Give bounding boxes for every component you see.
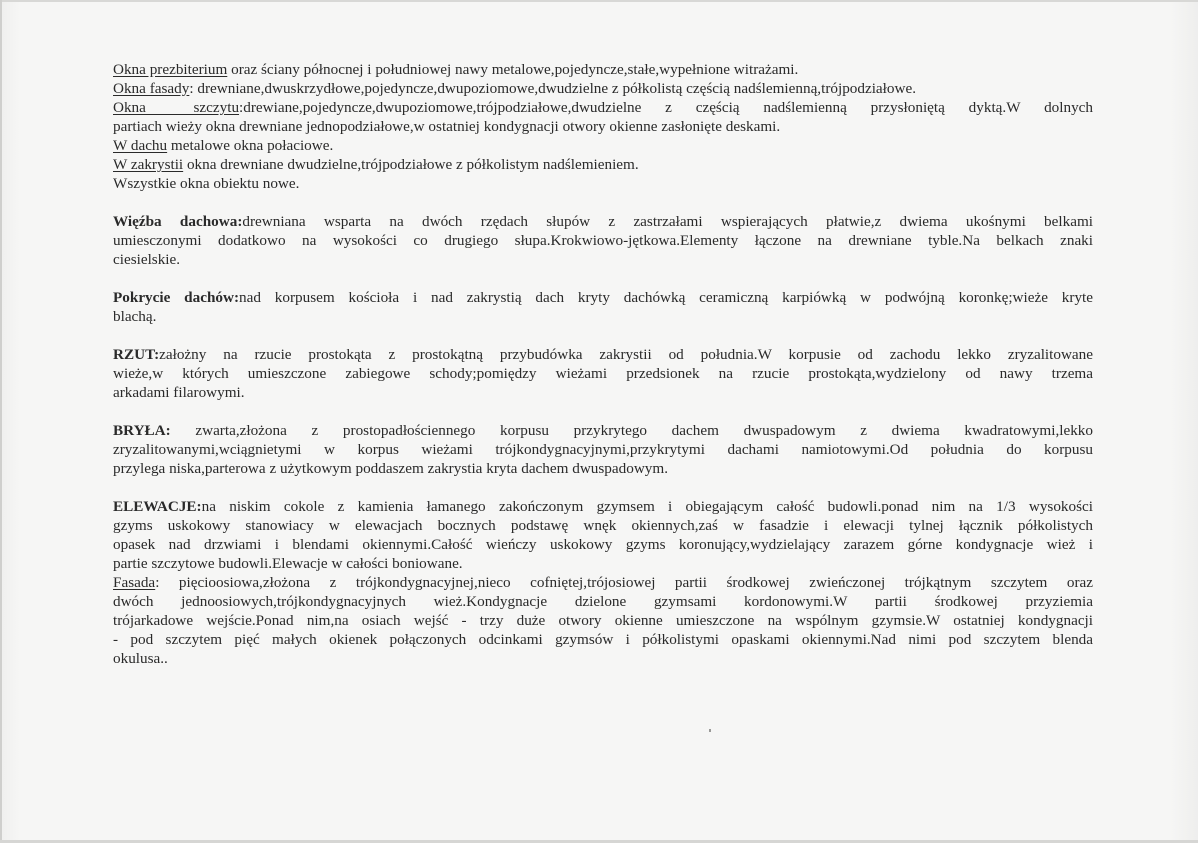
- text-line: [113, 364, 1093, 383]
- line-text: :drewiane,pojedyncze,dwupoziomowe,trójpodziałowe,dwudzielne z częścią nadślemienną przysłoniętą dyktą.W dolnych: [239, 99, 1093, 116]
- section-heading: ELEWACJE:: [113, 498, 202, 515]
- text-line: [113, 421, 1093, 440]
- section-heading: Pokrycie dachów:: [113, 289, 240, 306]
- line-text: blachą.: [113, 308, 157, 325]
- line-text: dwóch jednoosiowych,trójkondygnacyjnych wież.Kondygnacje dzielone gzymsami kordonowymi.W partii środkowej przyziemia: [113, 593, 1093, 610]
- text-line: [113, 174, 1093, 193]
- text-line: [113, 136, 1093, 155]
- line-text: wieże,w których umieszczone zabiegowe schody;pomiędzy wieżami przedsionek na rzucie prostokąta,wydzielony od nawy trzema: [113, 365, 1093, 382]
- line-text: zwarta,złożona z prostopadłościennego korpusu przykrytego dachem dwuspadowym z dwiema kwadratowymi,lekko: [170, 422, 1093, 439]
- text-line: [113, 155, 1093, 174]
- line-text: przylega niska,parterowa z użytkowym poddaszem zakrystia kryta dachem dwuspadowym.: [113, 460, 669, 477]
- text-line: [113, 440, 1093, 459]
- scan-edge-top: [0, 0, 1198, 2]
- line-text: partiach wieży okna drewniane jednopodziałowe,w ostatniej kondygnacji otwory okienne zasłonięte deskami.: [113, 118, 781, 135]
- text-line: [113, 60, 1093, 79]
- text-line: [113, 611, 1093, 630]
- text-line: [113, 307, 1093, 326]
- line-text: : pięcioosiowa,złożona z trójkondygnacyjnej,nieco cofniętej,trójosiowej partii środkowej zwieńczonej trójkątnym szczytem oraz: [155, 574, 1093, 591]
- line-text: okna drewniane dwudzielne,trójpodziałowe z półkolistym nadślemieniem.: [183, 156, 639, 173]
- document-body: [113, 60, 1093, 668]
- line-text: okulusa..: [113, 650, 168, 667]
- underlined-label: Okna szczytu: [113, 99, 240, 116]
- line-text: - pod szczytem pięć małych okienek połączonych odcinkami gzymsów i półkolistymi opaskami okiennymi.Nad nimi pod szczytem blenda: [113, 631, 1093, 648]
- line-text: zryzalitowanymi,wciągnietymi w korpus wieżami trójkondygnacyjnymi,przykrytymi dachami namiotowymi.Od południa do korpusu: [113, 441, 1093, 458]
- text-line: [113, 98, 1093, 117]
- section-heading: RZUT:: [113, 346, 160, 363]
- section-okna: [113, 60, 1093, 193]
- text-line: [113, 554, 1093, 573]
- line-text: trójarkadowe wejście.Ponad nim,na osiach wejść - trzy duże otwory okienne umieszczone na wspólnym gzymsie.W ostatniej kondygnacji: [113, 612, 1093, 629]
- text-line: [113, 573, 1093, 592]
- text-line: [113, 592, 1093, 611]
- text-line: [113, 630, 1093, 649]
- text-line: [113, 649, 1093, 668]
- text-line: [113, 288, 1093, 307]
- text-line: [113, 212, 1093, 231]
- line-text: arkadami filarowymi.: [113, 384, 245, 401]
- section-heading: BRYŁA:: [113, 422, 171, 439]
- text-line: [113, 345, 1093, 364]
- line-text: : drewniane,dwuskrzydłowe,pojedyncze,dwupoziomowe,dwudzielne z półkolistą częścią nadślemienną,trójpodziałowe.: [189, 80, 916, 97]
- section-elewacje: [113, 497, 1093, 668]
- underlined-label: W dachu: [113, 137, 168, 154]
- section-pokrycie-dachow: [113, 288, 1093, 326]
- line-text: ciesielskie.: [113, 251, 181, 268]
- section-heading: Więźba dachowa:: [113, 213, 243, 230]
- section-wiezba-dachowa: [113, 212, 1093, 269]
- line-text: gzyms uskokowy stanowiacy w elewacjach bocznych podstawę wnęk okiennych,zaś w fasadzie i elewacji tylnej łącznik półkolistych: [113, 517, 1093, 534]
- underlined-label: W zakrystii: [113, 156, 184, 173]
- section-rzut: [113, 345, 1093, 402]
- text-line: [113, 383, 1093, 402]
- line-text: oraz ściany północnej i południowej nawy metalowe,pojedyncze,stałe,wypełnione witrażami.: [227, 61, 799, 78]
- line-text: nad korpusem kościoła i nad zakrystią dach kryty dachówką ceramiczną karpiówką w podwójną koronkę;wieże kryte: [239, 289, 1093, 306]
- section-bryla: [113, 421, 1093, 478]
- text-line: [113, 79, 1093, 98]
- line-text: na niskim cokole z kamienia łamanego zakończonym gzymsem i obiegającym całość budowli.ponad nim na 1/3 wysokości: [201, 498, 1093, 515]
- underlined-label: Okna fasady: [113, 80, 190, 97]
- line-text: Wszystkie okna obiektu nowe.: [113, 175, 300, 192]
- text-line: [113, 250, 1093, 269]
- line-text: umiesczonymi dodatkowo na wysokości co drugiego słupa.Krokwiowo-jętkowa.Elementy łączone na drewniane tyble.Na belkach znaki: [113, 232, 1093, 249]
- line-text: opasek nad drzwiami i blendami okiennymi.Całość wieńczy uskokowy gzyms koronujący,wydzielający zarazem górne kondygnacje wież i: [113, 536, 1093, 553]
- text-line: [113, 516, 1093, 535]
- text-line: [113, 535, 1093, 554]
- line-text: metalowe okna połaciowe.: [167, 137, 334, 154]
- line-text: założny na rzucie prostokąta z prostokątną przybudówka zakrystii od południa.W korpusie od zachodu lekko zryzalitowane: [159, 346, 1093, 363]
- text-line: [113, 459, 1093, 478]
- underlined-label: Fasada: [113, 574, 156, 591]
- text-line: [113, 497, 1093, 516]
- scan-speck: [709, 729, 711, 732]
- underlined-label: Okna prezbiterium: [113, 61, 228, 78]
- scan-edge-left: [0, 0, 2, 843]
- line-text: partie szczytowe budowli.Elewacje w całości boniowane.: [113, 555, 463, 572]
- line-text: drewniana wsparta na dwóch rzędach słupów z zastrzałami wspierających płatwie,z dwiema ukośnymi belkami: [242, 213, 1093, 230]
- text-line: [113, 117, 1093, 136]
- text-line: [113, 231, 1093, 250]
